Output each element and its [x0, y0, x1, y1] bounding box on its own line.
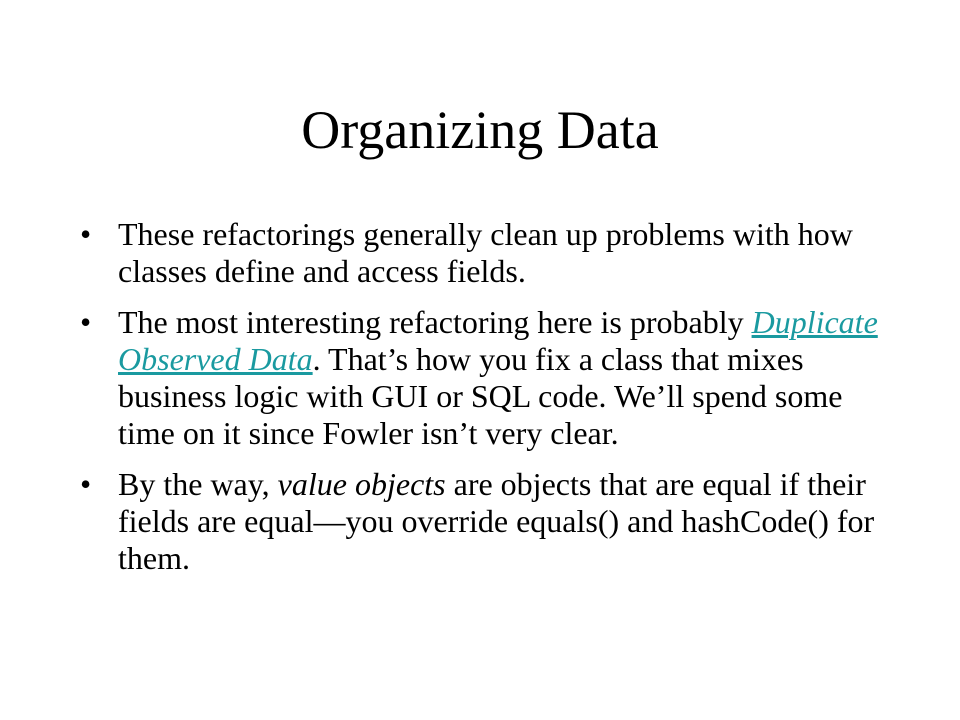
bullet-icon: •: [80, 466, 92, 502]
bullet-icon: •: [80, 216, 92, 252]
duplicate-observed-data-link[interactable]: Duplicate Observed Data: [118, 304, 878, 377]
bullet-text: These refactorings generally clean up problems with how classes define and access fields.: [118, 216, 853, 289]
bullet-item-2: [80, 304, 880, 452]
bullet-text-before-link: The most interesting refactoring here is probably: [118, 304, 752, 340]
bullet-text-after-link: . That’s how you fix a class that mixes business logic with GUI or SQL code. We’ll spend some time on it since Fowler isn’t very clear.: [118, 341, 843, 451]
value-objects-emphasis: value objects: [277, 466, 446, 502]
slide-title: Organizing Data: [301, 100, 659, 160]
bullet-text-after-emphasis: are objects that are equal if their fields are equal—you override equals() and hashCode() for them.: [118, 466, 875, 576]
bullet-text-before-emphasis: By the way,: [118, 466, 278, 502]
bullet-icon: •: [80, 304, 92, 340]
bullet-list: [80, 216, 880, 591]
bullet-item-3: [80, 466, 880, 577]
bullet-item-1: [80, 216, 880, 290]
